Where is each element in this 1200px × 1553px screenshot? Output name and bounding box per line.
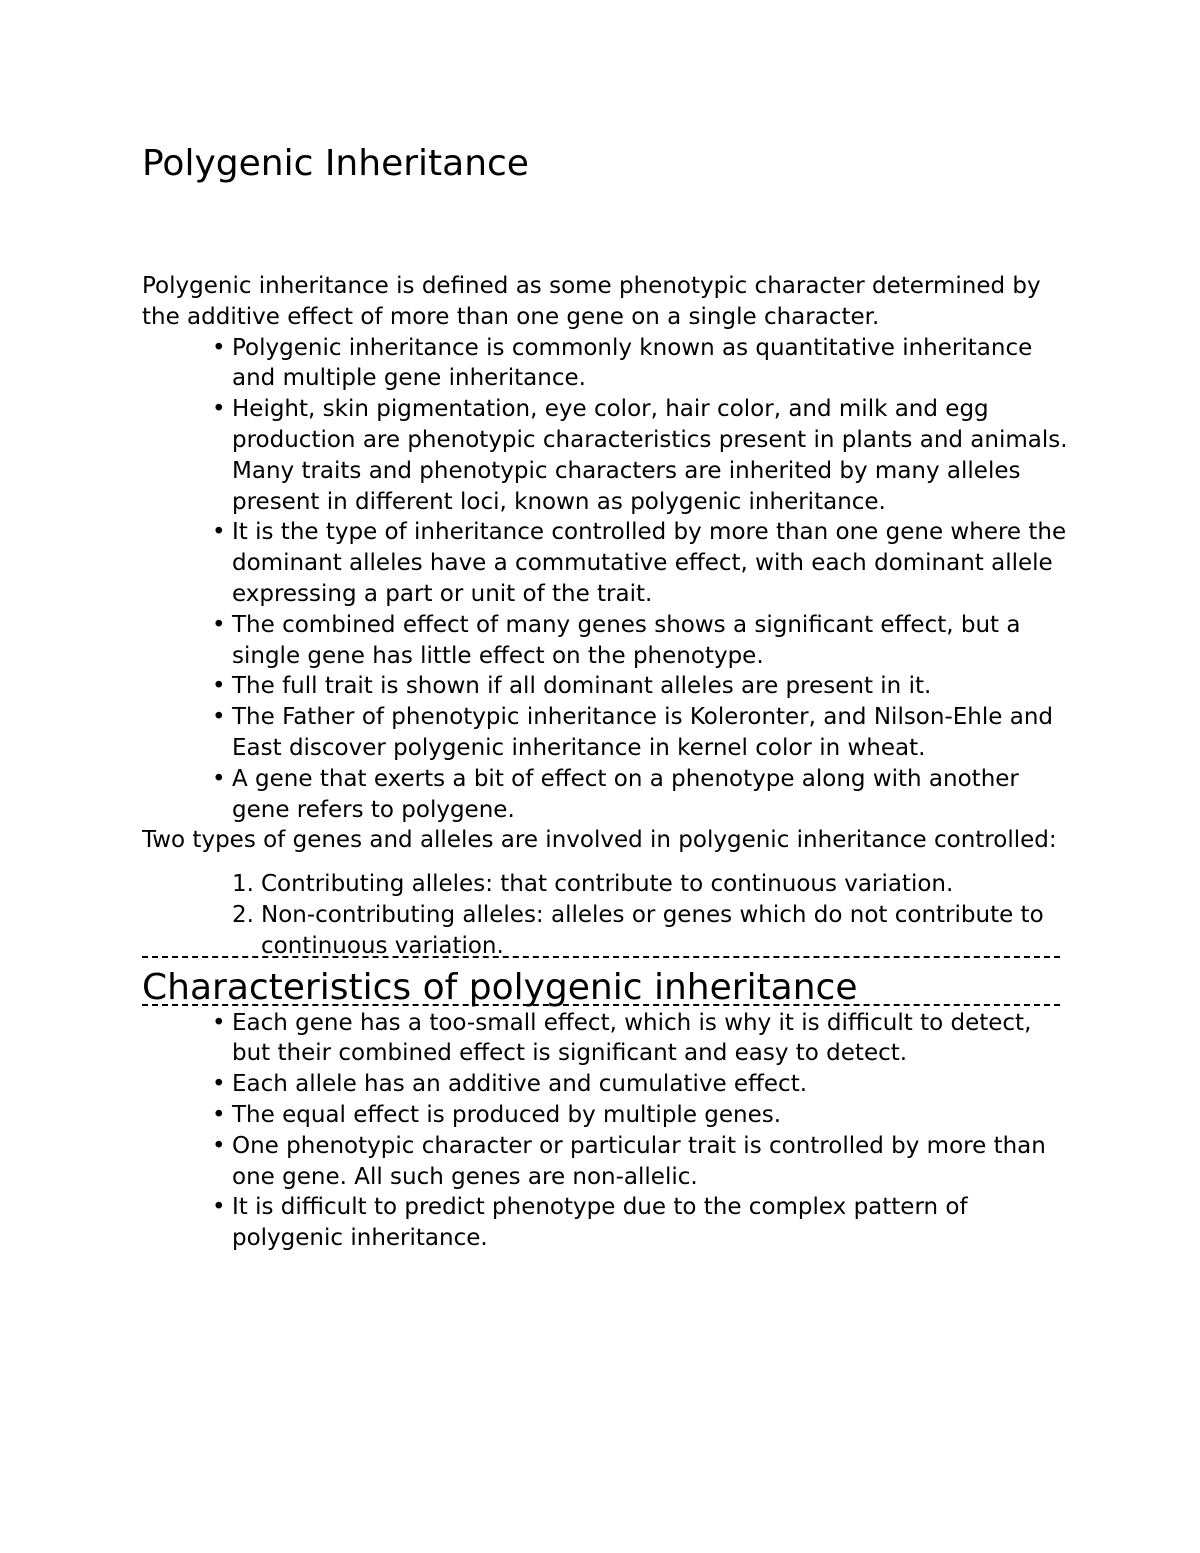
document-title: Polygenic Inheritance xyxy=(142,143,529,184)
list-item: 2. Non-contributing alleles: alleles or genes which do not contribute to continuous variation. xyxy=(232,901,1044,959)
list-item: • The Father of phenotypic inheritance is Koleronter, and Nilson-Ehle and East discover polygenic inheritance in kernel color in wheat. xyxy=(212,704,1053,761)
numbered-list-types xyxy=(142,869,1072,961)
document-body xyxy=(142,271,1072,1254)
bullet-icon: • xyxy=(212,334,226,361)
list-number: 2. xyxy=(232,901,254,928)
bullet-icon: • xyxy=(212,396,226,423)
list-item: • It is difficult to predict phenotype due to the complex pattern of polygenic inheritance. xyxy=(212,1194,968,1252)
bullet-icon: • xyxy=(212,673,226,700)
bullet-icon: • xyxy=(212,1009,226,1036)
bullet-icon: • xyxy=(212,704,226,731)
bullet-icon: • xyxy=(212,1194,226,1221)
bullet-icon: • xyxy=(212,1132,226,1159)
bullet-icon: • xyxy=(212,765,226,792)
list-item: • Height, skin pigmentation, eye color, hair color, and milk and egg production are phenotypic characteristics present in plants and animals. Many traits and phenotypic characters are inherited by many alleles present in different loci, known as polygenic inheritance. xyxy=(212,396,1068,515)
bullet-icon: • xyxy=(212,1071,226,1098)
list-item: • The combined effect of many genes shows a significant effect, but a single gene has little effect on the phenotype. xyxy=(212,611,1021,669)
bullet-icon: • xyxy=(212,1101,226,1128)
dashed-rule-bottom xyxy=(142,1004,1060,1006)
list-item: • One phenotypic character or particular trait is controlled by more than one gene. All such genes are non-allelic. xyxy=(212,1132,1046,1190)
list-item: • It is the type of inheritance controlled by more than one gene where the dominant alleles have a commutative effect, with each dominant allele expressing a part or unit of the trait. xyxy=(212,519,1067,607)
bullet-icon: • xyxy=(212,519,226,546)
list-item: • Polygenic inheritance is commonly known as quantitative inheritance and multiple gene inheritance. xyxy=(212,334,1033,392)
list-item: • Each allele has an additive and cumulative effect. xyxy=(142,1069,1072,1100)
section-heading: Characteristics of polygenic inheritance xyxy=(142,966,858,1008)
list-item: • A gene that exerts a bit of effect on a phenotype along with another gene refers to polygene. xyxy=(212,765,1019,823)
types-intro-paragraph: Two types of genes and alleles are involved in polygenic inheritance controlled: xyxy=(142,827,1057,854)
list-item: • The full trait is shown if all dominant alleles are present in it. xyxy=(142,671,1072,702)
list-item: • The equal effect is produced by multiple genes. xyxy=(142,1100,1072,1131)
dashed-rule-top xyxy=(142,956,1060,958)
list-number: 1. xyxy=(232,871,254,898)
intro-paragraph: Polygenic inheritance is defined as some phenotypic character determined by the additive effect of more than one gene on a single character. xyxy=(142,273,1041,330)
bullet-icon: • xyxy=(212,611,226,638)
list-item: 1. Contributing alleles: that contribute to continuous variation. xyxy=(142,869,1072,900)
bullet-list-overview xyxy=(142,333,1072,826)
bullet-list-characteristics xyxy=(142,1008,1072,1254)
list-item: • Each gene has a too-small effect, which is why it is difficult to detect, but their combined effect is significant and easy to detect. xyxy=(212,1009,1032,1067)
